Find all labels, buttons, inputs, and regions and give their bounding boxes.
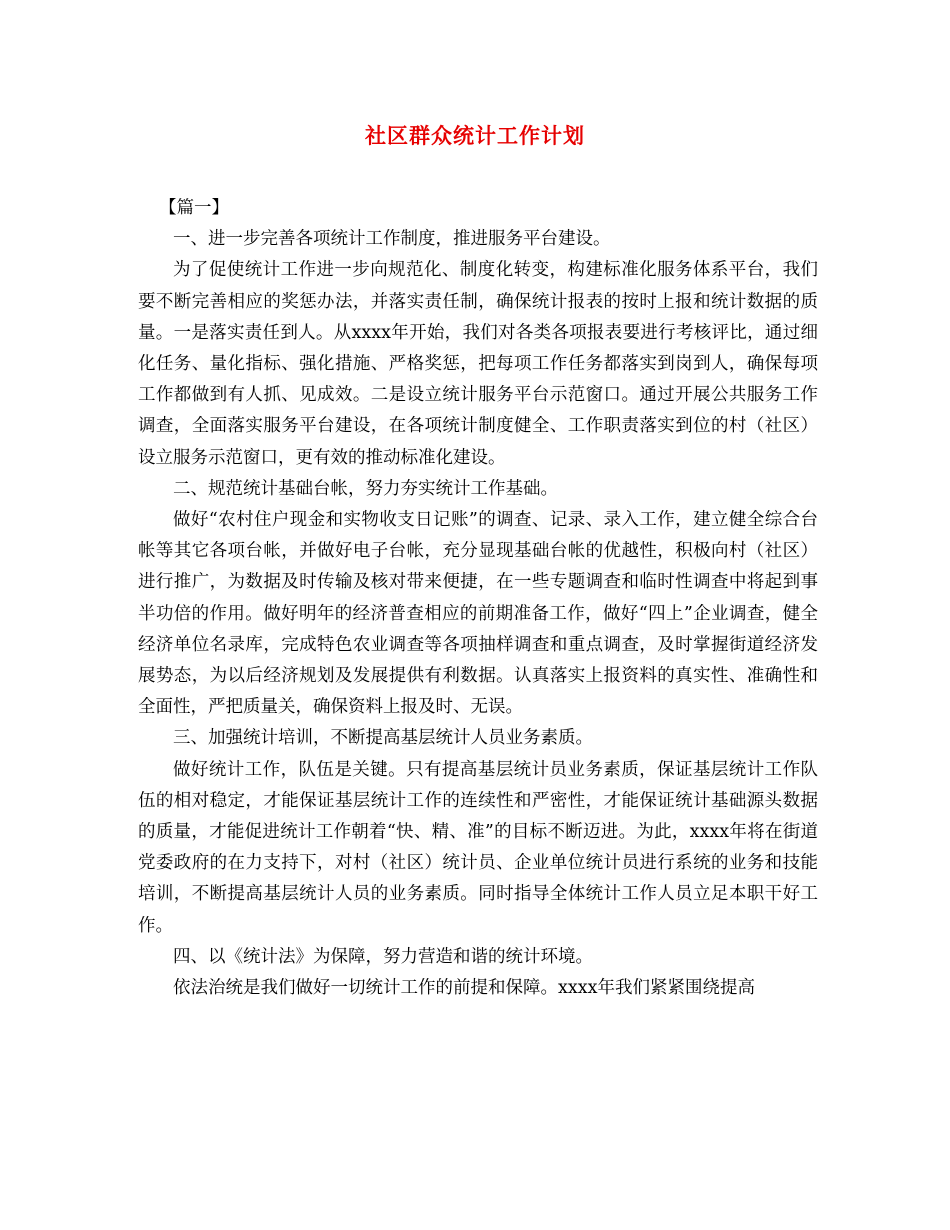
heading-2: 二、规范统计基础台帐，努力夯实统计工作基础。: [173, 478, 558, 499]
heading-4: 四、以《统计法》为保障，努力营造和谐的统计环境。: [173, 946, 593, 967]
paragraph-3: 做好统计工作，队伍是关键。只有提高基层统计员业务素质，保证基层统计工作队伍的相对稳定，才能保证基层统计工作的连续性和严密性，才能保证统计基础源头数据的质量，才能促进统计工作朝着“快、精、准”的目标不断迈进。为此，xxxx年将在街道党委政府的在力支持下，对村（社区）统计员、企业单位统计员进行系统的业务和技能培训，不断提高基层统计人员的业务素质。同时指导全体统计工作人员立足本职干好工作。: [138, 759, 818, 936]
document-body: [138, 193, 818, 1004]
heading-1: 一、进一步完善各项统计工作制度，推进服务平台建设。: [173, 229, 611, 250]
paragraph-4: 依法治统是我们做好一切统计工作的前提和保障。xxxx年我们紧紧围绕提高: [173, 978, 755, 999]
section-marker: 【篇一】: [159, 198, 229, 218]
paragraph-2: 做好“农村住户现金和实物收支日记账”的调查、记录、录入工作，建立健全综合台帐等其它各项台帐，并做好电子台帐，充分显现基础台帐的优越性，积极向村（社区）进行推广，为数据及时传输及核对带来便捷，在一些专题调查和临时性调查中将起到事半功倍的作用。做好明年的经济普查相应的前期准备工作，做好“四上”企业调查，健全经济单位名录库，完成特色农业调查等各项抽样调查和重点调查，及时掌握街道经济发展势态，为以后经济规划及发展提供有利数据。认真落实上报资料的真实性、准确性和全面性，严把质量关，确保资料上报及时、无误。: [138, 510, 818, 718]
paragraph-1: 为了促使统计工作进一步向规范化、制度化转变，构建标准化服务体系平台，我们要不断完善相应的奖惩办法，并落实责任制，确保统计报表的按时上报和统计数据的质量。一是落实责任到人。从xxxx年开始，我们对各类各项报表要进行考核评比，通过细化任务、量化指标、强化措施、严格奖惩，把每项工作任务都落实到岗到人，确保每项工作都做到有人抓、见成效。二是设立统计服务平台示范窗口。通过开展公共服务工作调查，全面落实服务平台建设，在各项统计制度健全、工作职责落实到位的村（社区）设立服务示范窗口，更有效的推动标准化建设。: [138, 260, 818, 468]
heading-3: 三、加强统计培训，不断提高基层统计人员业务素质。: [173, 728, 593, 749]
document-title: 社区群众统计工作计划: [365, 123, 585, 148]
